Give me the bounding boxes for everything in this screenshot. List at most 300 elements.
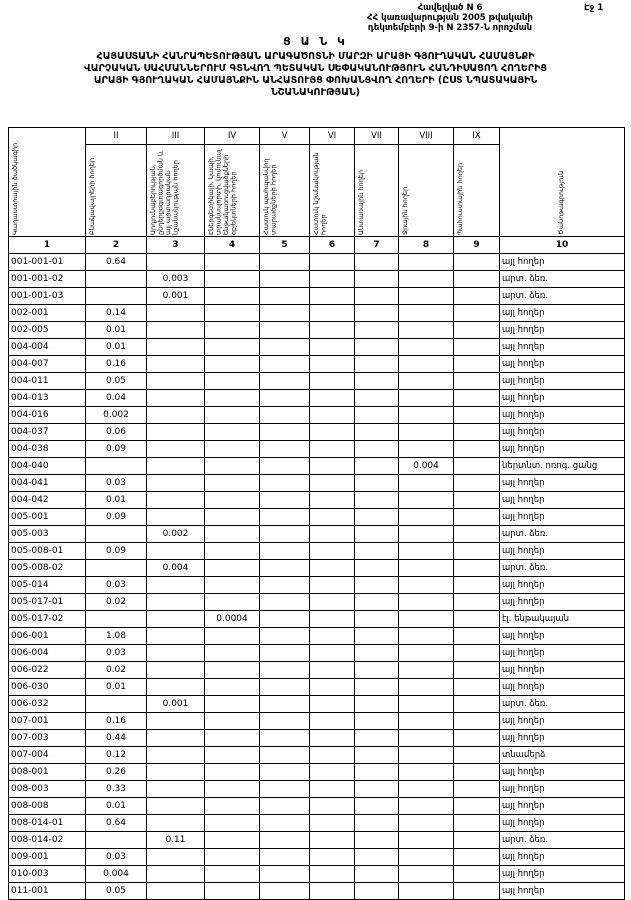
area-value <box>205 305 260 322</box>
area-value <box>454 458 500 475</box>
cadastral-code: 005-003 <box>9 526 86 543</box>
area-value <box>355 492 399 509</box>
area-value <box>260 730 310 747</box>
area-value <box>454 322 500 339</box>
area-value <box>454 594 500 611</box>
rotated-header-label: Ծանոթագրություն <box>557 170 566 235</box>
area-value <box>205 883 260 900</box>
document-title: Ց Ա Ն Կ <box>283 35 348 48</box>
appendix-title: Հավելված N 6 <box>417 3 483 13</box>
area-value <box>310 254 355 271</box>
area-value <box>205 594 260 611</box>
table-row <box>9 866 625 883</box>
area-value <box>310 594 355 611</box>
rotated-header-label: Արդյունաբերության, ընդերքօգտագործման և այլ արտադրական նշանակության հողեր <box>149 150 180 235</box>
area-value <box>399 288 454 305</box>
note: արտ. ձեռ. <box>500 560 625 577</box>
area-value <box>310 883 355 900</box>
area-value <box>147 798 205 815</box>
area-value <box>355 305 399 322</box>
area-value <box>399 594 454 611</box>
area-value <box>454 781 500 798</box>
cadastral-code: 007-004 <box>9 747 86 764</box>
area-value: 0.004 <box>147 560 205 577</box>
area-value <box>310 475 355 492</box>
area-value <box>399 509 454 526</box>
header-column <box>86 145 147 237</box>
area-value <box>355 832 399 849</box>
cadastral-code: 006-001 <box>9 628 86 645</box>
area-value: 0.01 <box>86 679 147 696</box>
cadastral-code: 001-001-01 <box>9 254 86 271</box>
area-value <box>454 832 500 849</box>
area-value: 0.16 <box>86 713 147 730</box>
area-value <box>86 271 147 288</box>
cadastral-code: 006-032 <box>9 696 86 713</box>
area-value <box>205 441 260 458</box>
area-value <box>399 339 454 356</box>
area-value <box>205 339 260 356</box>
government-line-1: ՀՀ կառավարության 2005 թվականի <box>367 13 533 23</box>
cadastral-code: 005-014 <box>9 577 86 594</box>
area-value <box>310 441 355 458</box>
area-value <box>399 747 454 764</box>
area-value <box>147 356 205 373</box>
area-value <box>310 730 355 747</box>
area-value <box>355 271 399 288</box>
area-value <box>86 526 147 543</box>
area-value <box>310 458 355 475</box>
area-value: 1.08 <box>86 628 147 645</box>
table-row <box>9 407 625 424</box>
area-value <box>454 407 500 424</box>
cadastral-code: 004-007 <box>9 356 86 373</box>
note: արտ. ձեռ. <box>500 271 625 288</box>
cadastral-code: 011-001 <box>9 883 86 900</box>
table-row <box>9 747 625 764</box>
area-value <box>310 577 355 594</box>
header-column <box>310 145 355 237</box>
area-value <box>310 781 355 798</box>
cadastral-code: 004-040 <box>9 458 86 475</box>
area-value <box>310 322 355 339</box>
header-column <box>355 145 399 237</box>
note: այլ հողեր <box>500 441 625 458</box>
area-value <box>310 747 355 764</box>
note: արտ. ձեռ. <box>500 696 625 713</box>
cadastral-code: 008-014-01 <box>9 815 86 832</box>
cadastral-code: 004-004 <box>9 339 86 356</box>
note: այլ հողեր <box>500 764 625 781</box>
area-value <box>310 628 355 645</box>
area-value <box>260 458 310 475</box>
area-value <box>399 356 454 373</box>
rotated-header-label: Էներգետիկայի, կապի, տրանսպորտի, կոմունալ ենթակառուցվածքների օբյեկտների հողեր <box>207 149 238 235</box>
column-number-row <box>9 237 625 254</box>
area-value: 0.001 <box>147 288 205 305</box>
area-value <box>399 781 454 798</box>
area-value <box>205 866 260 883</box>
area-value <box>454 645 500 662</box>
area-value <box>355 594 399 611</box>
area-value <box>399 560 454 577</box>
area-value <box>399 441 454 458</box>
area-value <box>205 407 260 424</box>
area-value <box>355 628 399 645</box>
area-value <box>399 713 454 730</box>
note: այլ հողեր <box>500 781 625 798</box>
area-value: 0.003 <box>147 271 205 288</box>
area-value <box>399 883 454 900</box>
table-row <box>9 662 625 679</box>
land-transfer-table <box>8 127 625 900</box>
table-row <box>9 322 625 339</box>
area-value <box>454 356 500 373</box>
header-column <box>205 145 260 237</box>
table-row <box>9 764 625 781</box>
area-value <box>147 254 205 271</box>
cadastral-code: 004-037 <box>9 424 86 441</box>
cadastral-code: 006-004 <box>9 645 86 662</box>
header-column <box>260 145 310 237</box>
area-value <box>147 883 205 900</box>
area-value: 0.06 <box>86 424 147 441</box>
area-value <box>205 662 260 679</box>
note: այլ հողեր <box>500 509 625 526</box>
area-value <box>260 679 310 696</box>
table-row <box>9 577 625 594</box>
note: այլ հողեր <box>500 883 625 900</box>
table-row <box>9 713 625 730</box>
area-value <box>147 594 205 611</box>
area-value <box>399 628 454 645</box>
area-value <box>147 628 205 645</box>
area-value <box>260 798 310 815</box>
area-value <box>260 866 310 883</box>
table-row <box>9 832 625 849</box>
note: այլ հողեր <box>500 373 625 390</box>
table-row <box>9 883 625 900</box>
note: այլ հողեր <box>500 407 625 424</box>
cadastral-code: 005-017-02 <box>9 611 86 628</box>
area-value <box>147 747 205 764</box>
area-value <box>310 662 355 679</box>
area-value: 0.04 <box>86 390 147 407</box>
table-row <box>9 628 625 645</box>
column-number: 10 <box>500 237 625 254</box>
note: այլ հողեր <box>500 798 625 815</box>
area-value <box>355 373 399 390</box>
area-value <box>260 560 310 577</box>
area-value <box>399 866 454 883</box>
column-number: 4 <box>205 237 260 254</box>
appendix-block <box>340 3 560 33</box>
cadastral-code: 006-030 <box>9 679 86 696</box>
area-value <box>147 373 205 390</box>
area-value <box>355 288 399 305</box>
area-value <box>147 611 205 628</box>
roman-numeral: II <box>86 128 147 145</box>
area-value <box>205 509 260 526</box>
area-value: 0.004 <box>86 866 147 883</box>
area-value <box>399 849 454 866</box>
area-value <box>355 883 399 900</box>
note: այլ հողեր <box>500 492 625 509</box>
note: արտ. ձեռ. <box>500 526 625 543</box>
area-value <box>454 628 500 645</box>
area-value <box>355 798 399 815</box>
area-value: 0.09 <box>86 509 147 526</box>
area-value: 0.01 <box>86 492 147 509</box>
area-value <box>260 492 310 509</box>
area-value <box>454 713 500 730</box>
area-value <box>260 373 310 390</box>
area-value <box>260 339 310 356</box>
area-value <box>205 628 260 645</box>
table-row <box>9 560 625 577</box>
note: էլ. ենթակայան <box>500 611 625 628</box>
area-value <box>454 662 500 679</box>
cadastral-code: 002-001 <box>9 305 86 322</box>
table-row <box>9 271 625 288</box>
area-value: 0.09 <box>86 543 147 560</box>
area-value <box>205 645 260 662</box>
cadastral-code: 001-001-02 <box>9 271 86 288</box>
area-value <box>355 356 399 373</box>
document-subtitle <box>0 51 631 99</box>
table-row <box>9 815 625 832</box>
area-value <box>355 322 399 339</box>
rotated-header-label: Բնակավայրերի հողեր <box>88 157 96 235</box>
note: այլ հողեր <box>500 424 625 441</box>
cadastral-code: 008-008 <box>9 798 86 815</box>
area-value <box>147 339 205 356</box>
area-value <box>86 560 147 577</box>
note: արտ. ձեռ. <box>500 288 625 305</box>
area-value <box>355 662 399 679</box>
area-value <box>355 611 399 628</box>
area-value <box>310 815 355 832</box>
area-value <box>399 815 454 832</box>
area-value <box>355 458 399 475</box>
cadastral-code: 002-005 <box>9 322 86 339</box>
area-value <box>355 679 399 696</box>
area-value: 0.16 <box>86 356 147 373</box>
table-row <box>9 730 625 747</box>
table-row <box>9 611 625 628</box>
cadastral-code: 007-003 <box>9 730 86 747</box>
area-value: 0.64 <box>86 815 147 832</box>
subtitle-line: ԱՐԱՅԻ ԳՅՈՒՂԱԿԱՆ ՀԱՄԱՅՆՔԻՆ ԱՆՀԱՏՈՒՅՑ ՓՈԽԱՆՑՎՈՂ ՀՈՂԵՐԻ (ԸՍՏ ՆՊԱՏԱԿԱՅԻՆ <box>93 75 538 86</box>
area-value <box>355 424 399 441</box>
cadastral-code: 005-008-02 <box>9 560 86 577</box>
area-value <box>260 696 310 713</box>
area-value <box>310 849 355 866</box>
area-value <box>310 271 355 288</box>
area-value <box>310 866 355 883</box>
subtitle-line: ՎԱՐՉԱԿԱՆ ՍԱՀՄԱՆՆԵՐՈՒՄ ԳՏՆՎՈՂ ՊԵՏԱԿԱՆ ՍԵՓԱԿԱՆՈՒԹՅՈՒՆ ՀԱՆԴԻՍԱՑՈՂ ՀՈՂԵՐԻՑ <box>83 63 548 74</box>
area-value <box>260 407 310 424</box>
note: այլ հողեր <box>500 322 625 339</box>
area-value <box>310 560 355 577</box>
column-number: 9 <box>454 237 500 254</box>
area-value <box>355 543 399 560</box>
area-value <box>205 815 260 832</box>
note: ներտնտ. ոռոգ. ցանց <box>500 458 625 475</box>
area-value <box>355 713 399 730</box>
government-line-2: դեկտեմբերի 9-ի N 2357-Ն որոշման <box>367 23 533 33</box>
area-value <box>310 543 355 560</box>
rotated-header-label: Հատուկ պահպանվող տարածքների հողեր <box>262 158 278 235</box>
area-value <box>454 509 500 526</box>
cadastral-code: 008-001 <box>9 764 86 781</box>
area-value <box>454 271 500 288</box>
area-value: 0.02 <box>86 662 147 679</box>
area-value <box>454 764 500 781</box>
area-value <box>260 288 310 305</box>
column-number: 1 <box>9 237 86 254</box>
cadastral-code: 008-014-02 <box>9 832 86 849</box>
roman-numeral: VIII <box>399 128 454 145</box>
area-value <box>147 849 205 866</box>
area-value <box>147 679 205 696</box>
area-value <box>355 475 399 492</box>
column-number: 2 <box>86 237 147 254</box>
area-value <box>260 849 310 866</box>
table-row <box>9 288 625 305</box>
area-value <box>310 390 355 407</box>
area-value <box>260 815 310 832</box>
area-value <box>147 815 205 832</box>
area-value <box>355 577 399 594</box>
area-value <box>260 594 310 611</box>
roman-numeral: IV <box>205 128 260 145</box>
area-value <box>454 475 500 492</box>
area-value <box>205 577 260 594</box>
cadastral-code: 004-042 <box>9 492 86 509</box>
area-value <box>147 713 205 730</box>
table-row <box>9 356 625 373</box>
area-value: 0.09 <box>86 441 147 458</box>
area-value <box>355 254 399 271</box>
area-value: 0.002 <box>147 526 205 543</box>
rotated-header-label: Անտառային հողեր <box>357 170 365 235</box>
area-value <box>205 390 260 407</box>
area-value: 0.004 <box>399 458 454 475</box>
area-value: 0.11 <box>147 832 205 849</box>
table-row <box>9 475 625 492</box>
table-row <box>9 798 625 815</box>
area-value <box>399 475 454 492</box>
area-value <box>147 390 205 407</box>
area-value <box>399 373 454 390</box>
header-column <box>454 145 500 237</box>
area-value <box>260 509 310 526</box>
note: արտ. ձեռ. <box>500 832 625 849</box>
table-row <box>9 305 625 322</box>
area-value <box>310 407 355 424</box>
area-value <box>399 645 454 662</box>
area-value <box>86 611 147 628</box>
table-row <box>9 339 625 356</box>
area-value <box>454 526 500 543</box>
area-value <box>355 764 399 781</box>
area-value <box>205 373 260 390</box>
note: այլ հողեր <box>500 594 625 611</box>
area-value: 0.44 <box>86 730 147 747</box>
area-value <box>147 305 205 322</box>
area-value <box>355 781 399 798</box>
note: այլ հողեր <box>500 713 625 730</box>
note: այլ հողեր <box>500 662 625 679</box>
area-value <box>260 577 310 594</box>
area-value <box>454 560 500 577</box>
area-value <box>399 611 454 628</box>
roman-numeral: III <box>147 128 205 145</box>
area-value <box>454 798 500 815</box>
area-value <box>399 390 454 407</box>
table-row <box>9 645 625 662</box>
area-value <box>454 730 500 747</box>
area-value <box>260 747 310 764</box>
area-value <box>355 747 399 764</box>
area-value <box>399 543 454 560</box>
area-value <box>147 407 205 424</box>
roman-numeral: V <box>260 128 310 145</box>
column-number: 7 <box>355 237 399 254</box>
area-value: 0.05 <box>86 373 147 390</box>
cadastral-code: 007-001 <box>9 713 86 730</box>
area-value <box>399 662 454 679</box>
page-number: Էջ 1 <box>584 3 604 13</box>
area-value: 0.26 <box>86 764 147 781</box>
cadastral-code: 004-011 <box>9 373 86 390</box>
area-value <box>260 390 310 407</box>
area-value <box>205 288 260 305</box>
cadastral-code: 004-016 <box>9 407 86 424</box>
area-value <box>205 849 260 866</box>
roman-numeral: IX <box>454 128 500 145</box>
area-value <box>260 305 310 322</box>
area-value <box>355 815 399 832</box>
area-value <box>147 458 205 475</box>
area-value <box>310 492 355 509</box>
area-value: 0.01 <box>86 322 147 339</box>
cadastral-code: 004-041 <box>9 475 86 492</box>
note: այլ հողեր <box>500 645 625 662</box>
area-value <box>205 696 260 713</box>
subtitle-line: ՆՇԱՆԱԿՈՒԹՅԱՆ) <box>271 87 360 98</box>
area-value <box>147 764 205 781</box>
area-value <box>260 628 310 645</box>
area-value <box>310 679 355 696</box>
area-value <box>205 798 260 815</box>
area-value: 0.12 <box>86 747 147 764</box>
area-value <box>260 645 310 662</box>
table-row <box>9 696 625 713</box>
subtitle-line: ՀԱՅԱՍՏԱՆԻ ՀԱՆՐԱՊԵՏՈՒԹՅԱՆ ԱՐԱԳԱԾՈՏՆԻ ՄԱՐԶԻ ԱՐԱՅԻ ԳՅՈՒՂԱԿԱՆ ՀԱՄԱՅՆՔԻ <box>96 51 535 62</box>
area-value <box>355 730 399 747</box>
cadastral-code: 001-001-03 <box>9 288 86 305</box>
area-value <box>399 526 454 543</box>
area-value <box>310 373 355 390</box>
area-value <box>205 271 260 288</box>
header-column <box>147 145 205 237</box>
area-value <box>399 730 454 747</box>
note: այլ հողեր <box>500 815 625 832</box>
area-value <box>147 441 205 458</box>
area-value <box>260 254 310 271</box>
